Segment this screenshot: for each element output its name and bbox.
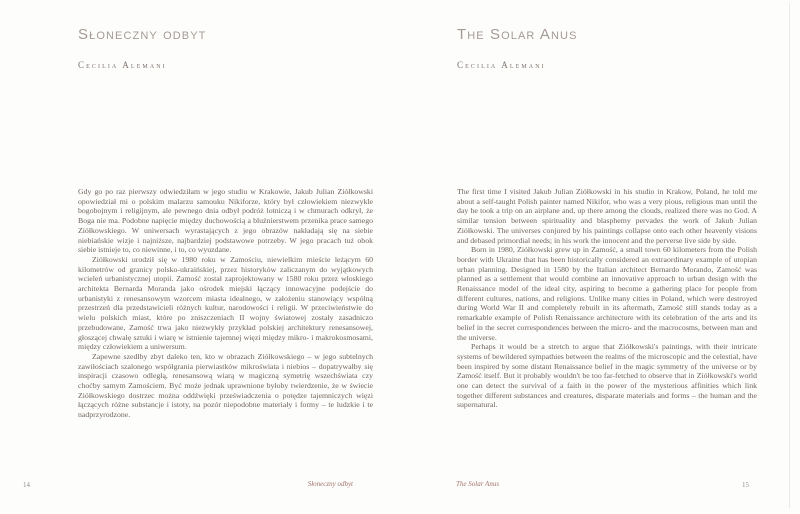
running-footer-left: Słoneczny odbyt [307,480,353,488]
essay-paragraph: Ziółkowski urodził się w 1980 roku w Zamościu, niewielkim mieście leżącym 60 kilometrów od granicy polsko-ukraińskiej, przez historyków zaliczanym do wyjątkowych wcieleń urbanistycznej utopii. Zamość został zaprojektowany w 1580 roku przez włoskiego architekta Bernarda Moranda jako ośrodek miejski łączący innowacyjne podejście do urbanistyki z renesansowym wzorcem miasta idealnego, w założeniu stanowiący wspólną przestrzeń dla przedstawicieli różnych kultur, narodowości i religii. W przeciwieństwie do wielu polskich miast, które po zniszczeniach II wojny światowej zostały zasadniczo przebudowane, Zamość trwa jako niezwykły przykład polskiej architektury renesansowej, głoszącej chwałę sztuki i wiarę w istnienie tajemnej więzi między mikro- i makrokosmosami, między człowiekiem a uniwersum. [78,254,373,352]
essay-author-right: Cecilia Alemani [457,60,546,70]
essay-paragraph: Gdy go po raz pierwszy odwiedziłam w jego studiu w Krakowie, Jakub Julian Ziółkowski opowiedział mi o polskim malarzu samouku Nikiforze, który był człowiekiem niezwykle bogobojnym i religijnym, ale pewnego dnia odbył podróż lotniczą i w chmurach odkrył, że Boga nie ma. Podobne napięcie między duchowością a bluźnierstwem przenika prace samego Ziółkowskiego. W uniwersach wyrastających z jego obrazów nakładają się na siebie niebiańskie wizje i najniższe, najbardziej podstawowe potrzeby. W jego pracach tuż obok siebie istnieje to, co niewinne, i to, co wyuzdane. [78,187,373,255]
page-number-right: 15 [742,481,749,489]
essay-paragraph: Perhaps it would be a stretch to argue that Ziółkowski's paintings, with their intricate systems of bewildered sympathies between the realms of the microscopic and the celestial, have been inspired by some distant Renaissance belief in the magic symmetry of the universe or by Zamość itself. But it probably wouldn't be too far-fetched to observe that in Ziółkowski's world one can detect the survival of a faith in the power of the mysterious affinities which link together different substances and creatures, disparate materials and forms – the human and the supernatural. [457,342,757,410]
essay-paragraph: Born in 1980, Ziółkowski grew up in Zamość, a small town 60 kilometers from the Polish border with Ukraine that has been historically considered an extraordinary example of utopian urban planning. Designed in 1580 by the Italian architect Bernardo Morando, Zamość was planned as a settlement that would combine an innovative approach to urban design with the Renaissance model of the ideal city, aspiring to become a gathering place for people from different cultures, nations, and religions. Unlike many cities in Poland, which were destroyed during World War II and completely rebuilt in its aftermath, Zamość still stands today as a remarkable example of Polish Renaissance architecture with its celebration of the arts and its belief in the secret correspondences between the micro- and the macrocosms, between man and the universe. [457,245,757,342]
essay-title-polish: Słoneczny odbyt [78,26,207,43]
page-number-left: 14 [23,481,30,489]
essay-title-english: The Solar Anus [457,26,578,43]
essay-paragraph: The first time I visited Jakub Julian Ziółkowski in his studio in Krakow, Poland, he told me about a self-taught Polish painter named Nikifor, who was a very pious, religious man until the day he took a trip on an airplane and, up there among the clouds, realized there was no God. A similar tension between spirituality and blasphemy pervades the work of Jakub Julian Ziółkowski. The universes conjured by his paintings collapse onto each other heavenly visions and debased primordial needs; in his work the innocent and the perverse live side by side. [457,187,757,245]
page-edge-line [789,3,790,508]
essay-author-left: Cecilia Alemani [78,60,167,70]
running-footer-right: The Solar Anus [456,480,500,488]
essay-body-english [457,187,757,410]
essay-body-polish [78,187,373,420]
essay-paragraph: Zapewne szedłby zbyt daleko ten, kto w obrazach Ziółkowskiego – w jego subtelnych zawiłościach szalonego współgrania pierwiastków mikroświata i niebios – dopatrywałby się inspiracji czasowo odległą, renesansową wiarą w magiczną symetrię wszechświata czy choćby samym Zamościem. Być może jednak uprawnione byłoby twierdzenie, że w świecie Ziółkowskiego dostrzec można oddźwięki przeświadczenia o potędze tajemniczych więzi łączących różne substancje i istoty, na pozór niepodobne materiały i formy – te ludzkie i te nadprzyrodzone. [78,351,373,420]
